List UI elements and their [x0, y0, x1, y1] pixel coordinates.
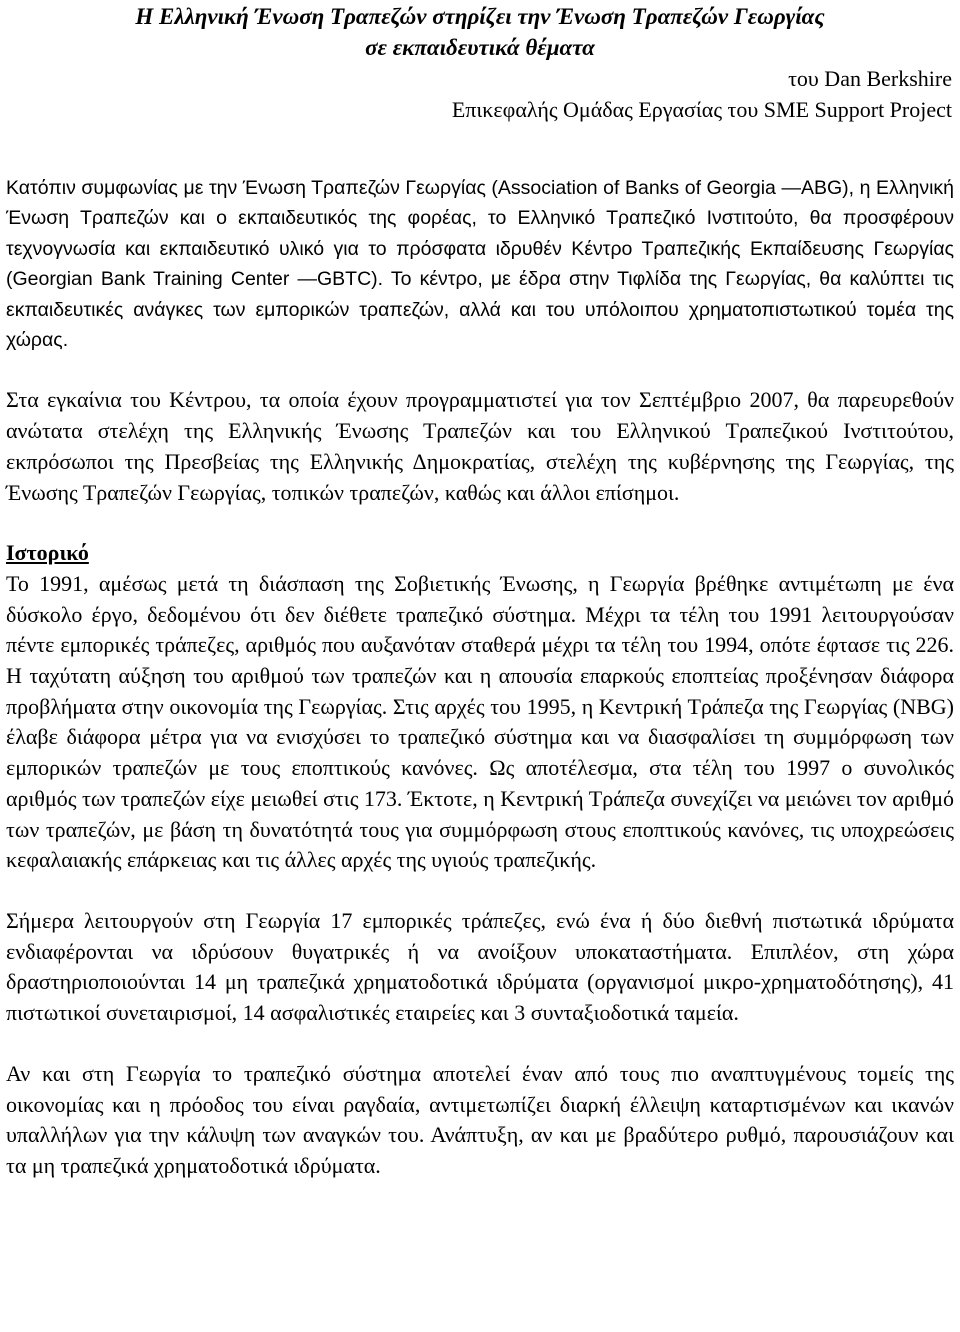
paragraph-last: Αν και στη Γεωργία το τραπεζικό σύστημα αποτελεί έναν από τους πιο αναπτυγμένους τομείς της οικονομίας και η πρόοδος του είναι ραγδαία, αντιμετωπίζει διαρκή έλλειψη καταρτισμένων και ικανών υπαλλήλων για την κάλυψη των αναγκών του. Ανάπτυξη, αν και με βραδύτερο ρυθμό, παρουσιάζουν και τα μη τραπεζικά χρηματοδοτικά ιδρύματα. — [6, 1060, 954, 1178]
title-line-2: σε εκπαιδευτικά θέματα — [365, 35, 595, 60]
title-line-1: Η Ελληνική Ένωση Τραπεζών στηρίζει την Ένωση Τραπεζών Γεωργίας — [135, 4, 825, 29]
author-name: του Dan Berkshire — [788, 66, 952, 91]
section-heading-history: Ιστορικό — [6, 540, 89, 566]
paragraph-intro: Κατόπιν συμφωνίας με την Ένωση Τραπεζών Γεωργίας (Association of Banks of Georgia —ABG), η Ελληνική Ένωση Τραπεζών και ο εκπαιδευτικός της φορέας, το Ελληνικό Τραπεζικό Ινστιτούτο, θα προσφέρουν τεχνογνωσία και εκπαιδευτικό υλικό για το πρόσφατα ιδρυθέν Κέντρο Τραπεζικής Εκπαίδευσης Γεωργίας (Georgian Bank Training Center —GBTC). Το κέντρο, με έδρα στην Τιφλίδα της Γεωργίας, θα καλύπτει τις εκπαιδευτικές ανάγκες των εμπορικών τραπεζών, αλλά και του υπόλοιπου χρηματοπιστωτικού τομέα της χώρας. — [6, 177, 954, 352]
paragraph-history: Το 1991, αμέσως μετά τη διάσπαση της Σοβιετικής Ένωσης, η Γεωργία βρέθηκε αντιμέτωπη με ένα δύσκολο έργο, δεδομένου ότι δεν διέθετε τραπεζικό σύστημα. Μέχρι τα τέλη του 1991 λειτουργούσαν πέντε εμπορικές τράπεζες, αριθμός που αυξανόταν σταθερά μέχρι τα τέλη του 1994, οπότε έφτασε τις 226. Η ταχύτατη αύξηση του αριθμού των τραπεζών και η απουσία επαρκούς εποπτείας προξένησαν διάφορα προβλήματα στην οικονομία της Γεωργίας. Στις αρχές του 1995, η Κεντρική Τράπεζα της Γεωργίας (NBG) έλαβε διάφορα μέτρα για να ενισχύσει το τραπεζικό σύστημα και να διασφαλίσει τη συμμόρφωση των εμπορικών τραπεζών με τους εποπτικούς κανόνες. Ως αποτέλεσμα, στα τέλη του 1997 ο συνολικός αριθμός των τραπεζών είχε μειωθεί στις 173. Έκτοτε, η Κεντρική Τράπεζα συνεχίζει να μειώνει τον αριθμό των τραπεζών, με βάση τη δυνατότητά τους για συμμόρφωση στους εποπτικούς κανόνες, τις υποχρεώσεις κεφαλαιακής επάρκειας και τις άλλες αρχές της υγιούς τραπεζικής. — [6, 570, 954, 873]
paragraph-today: Σήμερα λειτουργούν στη Γεωργία 17 εμπορικές τράπεζες, ενώ ένα ή δύο διεθνή πιστωτικά ιδρύματα ενδιαφέρονται να ιδρύσουν θυγατρικές ή να ανοίξουν υποκαταστήματα. Επιπλέον, στη χώρα δραστηριοποιούνται 14 μη τραπεζικά χρηματοδοτικά ιδρύματα (οργανισμοί μικρο-χρηματοδότησης), 41 πιστωτικοί συνεταιρισμοί, 14 ασφαλιστικές εταιρείες και 3 συνταξιοδοτικά ταμεία. — [6, 907, 954, 1026]
document-title — [6, 0, 954, 63]
paragraph-opening: Στα εγκαίνια του Κέντρου, τα οποία έχουν προγραμματιστεί για τον Σεπτέμβριο 2007, θα παρευρεθούν ανώτατα στελέχη της Ελληνικής Ένωσης Τραπεζών και του Ελληνικού Τραπεζικού Ινστιτούτου, εκπρόσωποι της Πρεσβείας της Ελληνικής Δημοκρατίας, στελέχη της κυβέρνησης της Γεωργίας, της Ένωσης Τραπεζών Γεωργίας, τοπικών τραπεζών, καθώς και άλλοι επίσημοι. — [6, 387, 954, 505]
author-role: Επικεφαλής Ομάδας Εργασίας του SME Support Project — [451, 97, 952, 122]
